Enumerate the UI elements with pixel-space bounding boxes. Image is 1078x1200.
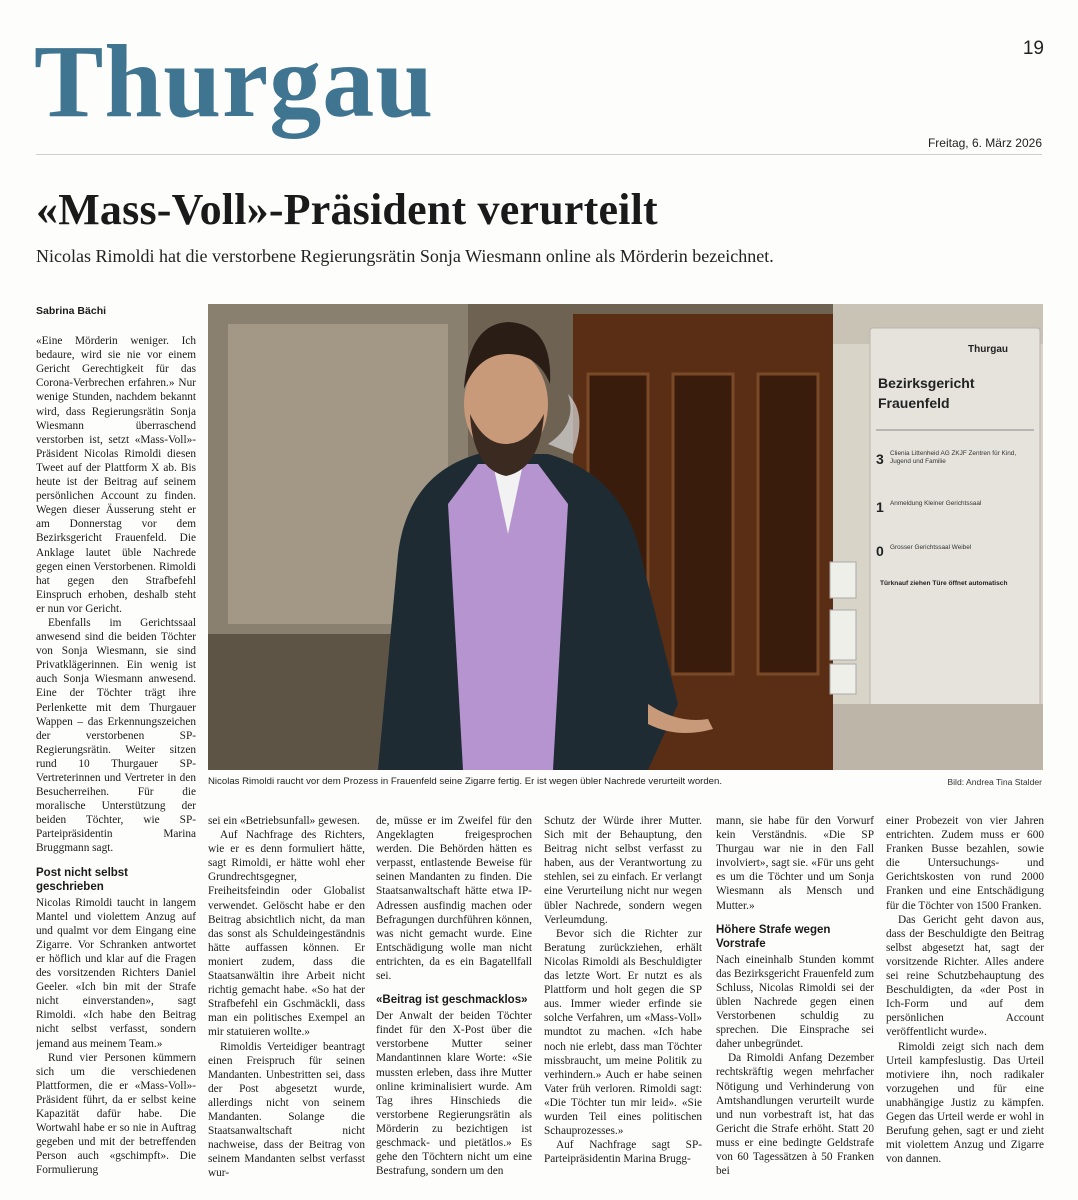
- article-column-4: [544, 814, 702, 1194]
- paragraph: Bevor sich die Richter zur Beratung zurückziehen, erhält Nicolas Rimoldi als Beschuldigter das letzte Wort. Er nutzt es als Plattform und holt gegen die SP aus. Immer wieder erfinde sie solche Verfahren, um «Mass-Voll» mundtot zu machen. «Ich habe noch nie erlebt, dass man Töchter missbraucht, um meine Politik zu verhindern.» Auch er habe seinen Vater früh verloren. Rimoldi sagt: «Die Töchter tun mir leid». «Sie wurden Teil eines politischen Schauprozesses.»: [544, 927, 702, 1138]
- author-byline: Sabrina Bächi: [36, 305, 107, 317]
- paragraph: Auf Nachfrage sagt SP-Parteipräsidentin Marina Brugg-: [544, 1139, 702, 1166]
- sign-floor-1-text: Anmeldung Kleiner Gerichtssaal: [890, 500, 982, 507]
- paragraph: Rimoldis Verteidiger beantragt einen Freispruch für seinen Mandanten. Unbestritten sei, dass der Post abgesetzt wurde, allerdings nicht von seinem Mandanten. Solange die Staatsanwaltschaft nicht nachweise, dass der Beitrag von seinem Mandanten selbst verfasst wur-: [208, 1040, 365, 1180]
- col3-paragraphs-b: [376, 1009, 532, 1178]
- paragraph: Nach eineinhalb Stunden kommt das Bezirksgericht Frauenfeld zum Schluss, Nicolas Rimoldi sei der üblen Nachrede gegen einen Verstorbenen schuldig zu sprechen. Die Einsprache sei daher unbegründet.: [716, 953, 874, 1051]
- article-headline: «Mass-Voll»-Präsident verurteilt: [36, 185, 658, 234]
- paragraph: Auf Nachfrage des Richters, wie er es denn formuliert hätte, sagt Rimoldi, er hätte wohl eher Grundrechtsgegner, Freiheitsfeindin oder Globalist verwendet. Gelöscht habe er den Beitrag absichtlich nicht, da man das sonst als Schuldeingeständnis hätte auffassen können. Er moniert zudem, dass die Staatsanwältin ihre Arbeit nicht richtig gemacht habe. «So hat der Strafbefehl ein Gschmäckli, dass man ein politisches Exempel an mir statuieren wollte.»: [208, 829, 365, 1039]
- paragraph: Nicolas Rimoldi taucht in langem Mantel und violettem Anzug auf und qualmt vor dem Eingang eine Zigarre. Vor Schranken antwortet er höflich und klar auf die Fragen des vorsitzenden Richters Daniel Geeler. «Ich bin mit der Strafe nicht einverstanden», sagt Rimoldi. «Ich habe den Beitrag nicht selbst verfasst, sondern jemand aus meinem Team.»: [36, 896, 196, 1050]
- article-column-1: [36, 304, 196, 1194]
- col6-paragraphs: [886, 814, 1044, 1166]
- paragraph: de, müsse er im Zweifel für den Angeklagten freigesprochen werden. Die Behörden hätten es verpasst, entlastende Beweise für seinen Mandanten zu finden. Die Staatsanwaltschaft hätte etwa IP-Adressen ausfindig machen oder Befragungen durchführen können, was nicht gemacht wurde. Eine Entschädigung wolle man nicht entrichten, da es ein Bagatellfall sei.: [376, 815, 532, 983]
- article-photo: [208, 304, 1043, 770]
- header-divider: [36, 154, 1042, 155]
- sign-title-2: Frauenfeld: [878, 395, 950, 411]
- sign-floor-3-text: Clienia Littenheid AG ZKJF Zentren für Kind, Jugend und Familie: [890, 450, 1017, 465]
- sign-floor-1: 1: [876, 499, 884, 515]
- col5-subtitle: Höhere Strafe wegen Vorstrafe: [716, 923, 831, 950]
- paragraph: Ebenfalls im Gerichtssaal anwesend sind die beiden Töchter von Sonja Wiesmann, sie sind Privatklägerinnen. Ein wenig ist auch Sonja Wiesmann anwesend. Eine der Töchter trägt ihre Perlenkette mit dem Thurgauer Wappen – das Erkennungszeichen der verstorbenen SP-Regierungsrätin. Weiter sitzen rund 10 Thurgauer SP-Vertreterinnen und Vertreter in den Besucherreihen. Für die moralische Unterstützung der beiden Töchter, wie SP-Parteipräsidentin Marina Bruggmann sagt.: [36, 616, 196, 855]
- article-column-3: [376, 814, 532, 1194]
- paragraph: Das Gericht geht davon aus, dass der Beschuldigte den Beitrag selbst abgesetzt hat, sagt der vorsitzende Richter. Alles andere sei reine Schutzbehauptung des Beschuldigten, da «der Post in Ich-Form und auf dem persönlichen Account veröffentlicht wurde».: [886, 913, 1044, 1039]
- col5-paragraphs-b: [716, 953, 874, 1179]
- col3-subtitle: «Beitrag ist geschmacklos»: [376, 994, 528, 1007]
- paragraph: Da Rimoldi Anfang Dezember rechtskräftig wegen mehrfacher Nötigung und Verhinderung von Amtshandlungen verurteilt wurde und nun vorbestraft ist, hat das Gericht die Strafe erhöht. Statt 20 muss er eine bedingte Geldstrafe von 60 Tagessätzen à 50 Franken bei: [716, 1052, 874, 1178]
- page-number: 19: [1022, 38, 1044, 59]
- col1-subtitle: Post nicht selbst geschrieben: [36, 866, 129, 893]
- paragraph: mann, sie habe für den Vorwurf kein Verständnis. «Die SP Thurgau war nie in den Fall involviert», sagt sie. «Für uns geht es um die Töchter und um Sonja Wiesmann als Mensch und Mutter.»: [716, 815, 874, 912]
- photo-caption: Nicolas Rimoldi raucht vor dem Prozess in Frauenfeld seine Zigarre fertig. Er ist wegen übler Nachrede verurteilt worden.: [208, 776, 723, 787]
- article-column-6: [886, 814, 1044, 1194]
- sign-note: Türknauf ziehen Türe öffnet automatisch: [880, 580, 1008, 587]
- paragraph: sei ein «Betriebsunfall» gewesen.: [208, 815, 360, 827]
- sign-title-1: Bezirksgericht: [878, 375, 975, 391]
- paragraph: einer Probezeit von vier Jahren entrichten. Zudem muss er 600 Franken Busse bezahlen, sowie die Untersuchungs- und Gerichtskosten von rund 2000 Franken und eine Entschädigung für die Töchter von 1500 Franken.: [886, 815, 1044, 912]
- paragraph: Der Anwalt der beiden Töchter findet für den X-Post über die verstorbene Mutter seiner Mandantinnen klare Worte: «Sie mussten erleben, dass ihre Mutter online kriminalisiert wurde. Am Tag ihres Hinschieds die verstorbene Regierungsrätin als Mörderin zu bezichtigen ist geschmack- und pietätlos.» Es gehe den Töchtern nicht um eine Bestrafung, sondern um den: [376, 1010, 532, 1178]
- sign-floor-3: 3: [876, 451, 884, 467]
- article-column-2: [208, 814, 365, 1194]
- paragraph: «Eine Mörderin weniger. Ich bedaure, wird sie nie vor einem Gericht Gerechtigkeit für das Corona-Verbrechen erfahren.» Nur wenige Stunden, nachdem bekannt wird, dass Regierungsrätin Sonja Wiesmann überraschend verstorben ist, setzt «Mass-Voll»-Präsident Nicolas Rimoldi diesen Tweet auf der Plattform X ab. Bis heute ist der Beitrag auf seinem persönlichen Account zu finden. Wegen dieser Äusserung steht er am Donnerstag vor dem Bezirksgericht Frauenfeld. Die Anklage lautet üble Nachrede gegen einen Verstorbenen. Rimoldi hat gegen den Strafbefehl Einspruch erhoben, deshalb steht er nun vor Gericht.: [36, 335, 196, 615]
- article-subheadline: Nicolas Rimoldi hat die verstorbene Regierungsrätin Sonja Wiesmann online als Mörderin bezeichnet.: [36, 246, 774, 266]
- col2-paragraphs: [208, 814, 365, 1180]
- sign-brand: Thurgau: [968, 344, 1008, 355]
- sign-floor-0: 0: [876, 543, 884, 559]
- col4-paragraphs: [544, 814, 702, 1166]
- col3-paragraphs: [376, 814, 532, 983]
- photo-illustration: [208, 304, 1043, 770]
- paragraph: Rund vier Personen kümmern sich um die verschiedenen Plattformen, die er «Mass-Voll»-Präsident führt, da er selbst keine Kapazität dafür habe. Die Wortwahl habe er so nie in Auftrag gegeben und mit der betreffenden Person auch «gschimpft». Die Formulierung: [36, 1051, 196, 1177]
- col1-paragraphs: [36, 334, 196, 855]
- section-masthead: Thurgau: [34, 24, 435, 139]
- col1-paragraphs-b: [36, 896, 196, 1178]
- paragraph: Rimoldi zeigt sich nach dem Urteil kampfeslustig. Das Urteil motiviere ihn, noch radikaler vorzugehen und für eine unabhängige Justiz zu kämpfen. Gegen das Urteil werde er wohl in Berufung gehen, sagt er und zieht mit violettem Anzug und Zigarre von dannen.: [886, 1040, 1044, 1166]
- issue-date: Freitag, 6. März 2026: [927, 136, 1042, 150]
- paragraph: Schutz der Würde ihrer Mutter. Sich mit der Behauptung, den Beitrag nicht selbst verfasst zu haben, aus der Verantwortung zu stehlen, sei zu einfach. Er verlangt eine Verurteilung nicht nur wegen übler Nachrede, sondern wegen Verleumdung.: [544, 815, 702, 926]
- col5-paragraphs: [716, 814, 874, 913]
- photo-credit: Bild: Andrea Tina Stalder: [947, 777, 1042, 787]
- sign-floor-0-text: Grosser Gerichtssaal Weibel: [890, 544, 972, 551]
- article-column-5: [716, 814, 874, 1194]
